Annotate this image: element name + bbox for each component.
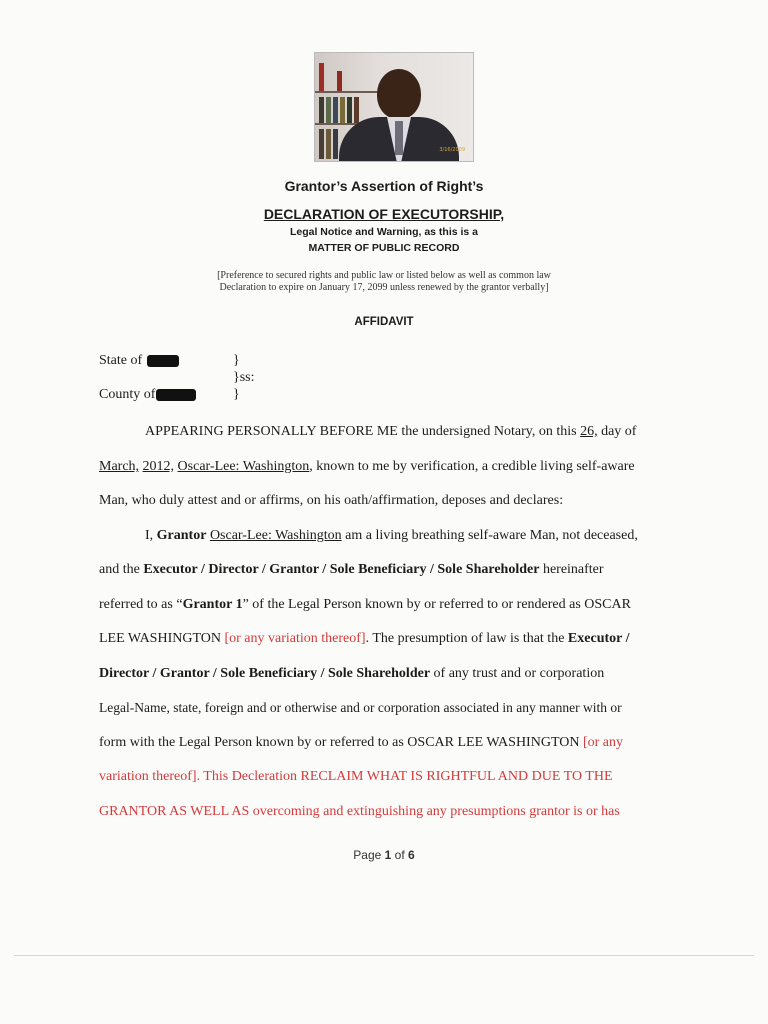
year-value: 2012, bbox=[142, 459, 175, 474]
county-line bbox=[99, 387, 196, 403]
current-page: 1 bbox=[384, 848, 392, 862]
book bbox=[337, 71, 342, 91]
text-bold: Grantor bbox=[156, 528, 207, 543]
body-line-3: Man, who duly attest and or affirms, on his oath/affirmation, deposes and declares: bbox=[99, 493, 564, 508]
text: , known to me by verification, a credible living self-aware bbox=[309, 459, 635, 474]
grantor-name: Oscar-Lee: Washington bbox=[209, 528, 342, 543]
document-title: Grantor’s Assertion of Right’s bbox=[284, 178, 484, 194]
page-edge-divider bbox=[14, 955, 754, 956]
text: of bbox=[391, 848, 409, 862]
text: and the bbox=[99, 562, 144, 577]
text: APPEARING PERSONALLY BEFORE ME the undersigned Notary, on this bbox=[145, 424, 581, 439]
portrait-photo bbox=[314, 52, 474, 162]
total-pages: 6 bbox=[408, 848, 415, 862]
declaration-heading: DECLARATION OF EXECUTORSHIP, bbox=[263, 206, 505, 222]
book bbox=[319, 129, 324, 159]
venue-brace-2: } bbox=[233, 387, 240, 402]
month-value: March, bbox=[99, 459, 140, 474]
body-line-8 bbox=[99, 666, 604, 682]
book bbox=[347, 97, 352, 123]
preference-note bbox=[0, 270, 768, 294]
text: referred to as “ bbox=[99, 597, 183, 612]
text: I, bbox=[145, 528, 157, 543]
text: LEE WASHINGTON bbox=[99, 631, 225, 646]
body-line-12: GRANTOR AS WELL AS overcoming and extinguishing any presumptions grantor is or has bbox=[99, 804, 620, 819]
book bbox=[319, 63, 324, 91]
book bbox=[326, 97, 331, 123]
body-line-9: Legal-Name, state, foreign and or otherwise and or corporation associated in any manner with or bbox=[99, 700, 622, 715]
text-red: [or any variation thereof] bbox=[224, 631, 366, 646]
body-line-4 bbox=[145, 528, 638, 544]
book bbox=[319, 97, 324, 123]
text-bold: Executor / Director / Grantor / Sole Beneficiary / Sole Shareholder bbox=[143, 562, 540, 577]
grantor-name: Oscar-Lee: Washington bbox=[177, 459, 310, 474]
text: form with the Legal Person known by or referred to as OSCAR LEE WASHINGTON bbox=[99, 735, 583, 750]
body-line-7 bbox=[99, 631, 630, 647]
text-bold: Grantor 1 bbox=[182, 597, 243, 612]
book bbox=[333, 97, 338, 123]
preference-line-2: Declaration to expire on January 17, 2099 unless renewed by the grantor verbally] bbox=[219, 282, 549, 293]
text: ” of the Legal Person known by or referred to or rendered as OSCAR bbox=[242, 597, 631, 612]
book bbox=[326, 129, 331, 159]
bookshelf bbox=[315, 91, 383, 93]
text: day of bbox=[597, 424, 637, 439]
text-red: [or any bbox=[582, 735, 624, 750]
body-line-11: variation thereof]. This Decleration RECLAIM WHAT IS RIGHTFUL AND DUE TO THE bbox=[99, 769, 613, 784]
text: of any trust and or corporation bbox=[430, 666, 605, 681]
person-head bbox=[377, 69, 421, 119]
body-line-6 bbox=[99, 597, 631, 613]
body-line-2 bbox=[99, 459, 635, 475]
notice-line-2: MATTER OF PUBLIC RECORD bbox=[308, 242, 460, 254]
day-value: 26, bbox=[580, 424, 598, 439]
redaction-mark bbox=[156, 389, 196, 401]
notice-line-1: Legal Notice and Warning, as this is a bbox=[289, 226, 479, 238]
body-line-10 bbox=[99, 735, 623, 751]
text: am a living breathing self-aware Man, not deceased, bbox=[341, 528, 638, 543]
photo-date-stamp: 3/16/2009 bbox=[439, 147, 465, 153]
state-label: State of bbox=[99, 353, 143, 368]
text-bold: Executor / bbox=[567, 631, 630, 646]
county-label: County of bbox=[99, 387, 156, 402]
text-bold: Director / Grantor / Sole Beneficiary / Sole Shareholder bbox=[99, 666, 431, 681]
book bbox=[340, 97, 345, 123]
affidavit-heading: AFFIDAVIT bbox=[354, 316, 414, 328]
book bbox=[354, 97, 359, 123]
person-tie bbox=[395, 121, 403, 155]
redaction-mark bbox=[147, 355, 179, 367]
text: . The presumption of law is that the bbox=[365, 631, 568, 646]
text: Page bbox=[353, 848, 385, 862]
text: hereinafter bbox=[539, 562, 604, 577]
body-line-1 bbox=[145, 424, 636, 440]
state-line bbox=[99, 353, 179, 369]
body-line-5 bbox=[99, 562, 604, 578]
book bbox=[333, 129, 338, 159]
venue-ss: }ss: bbox=[233, 370, 255, 385]
preference-line-1: [Preference to secured rights and public law or listed below as well as common law bbox=[217, 270, 551, 281]
page-number bbox=[0, 848, 768, 862]
venue-brace-1: } bbox=[233, 353, 240, 368]
